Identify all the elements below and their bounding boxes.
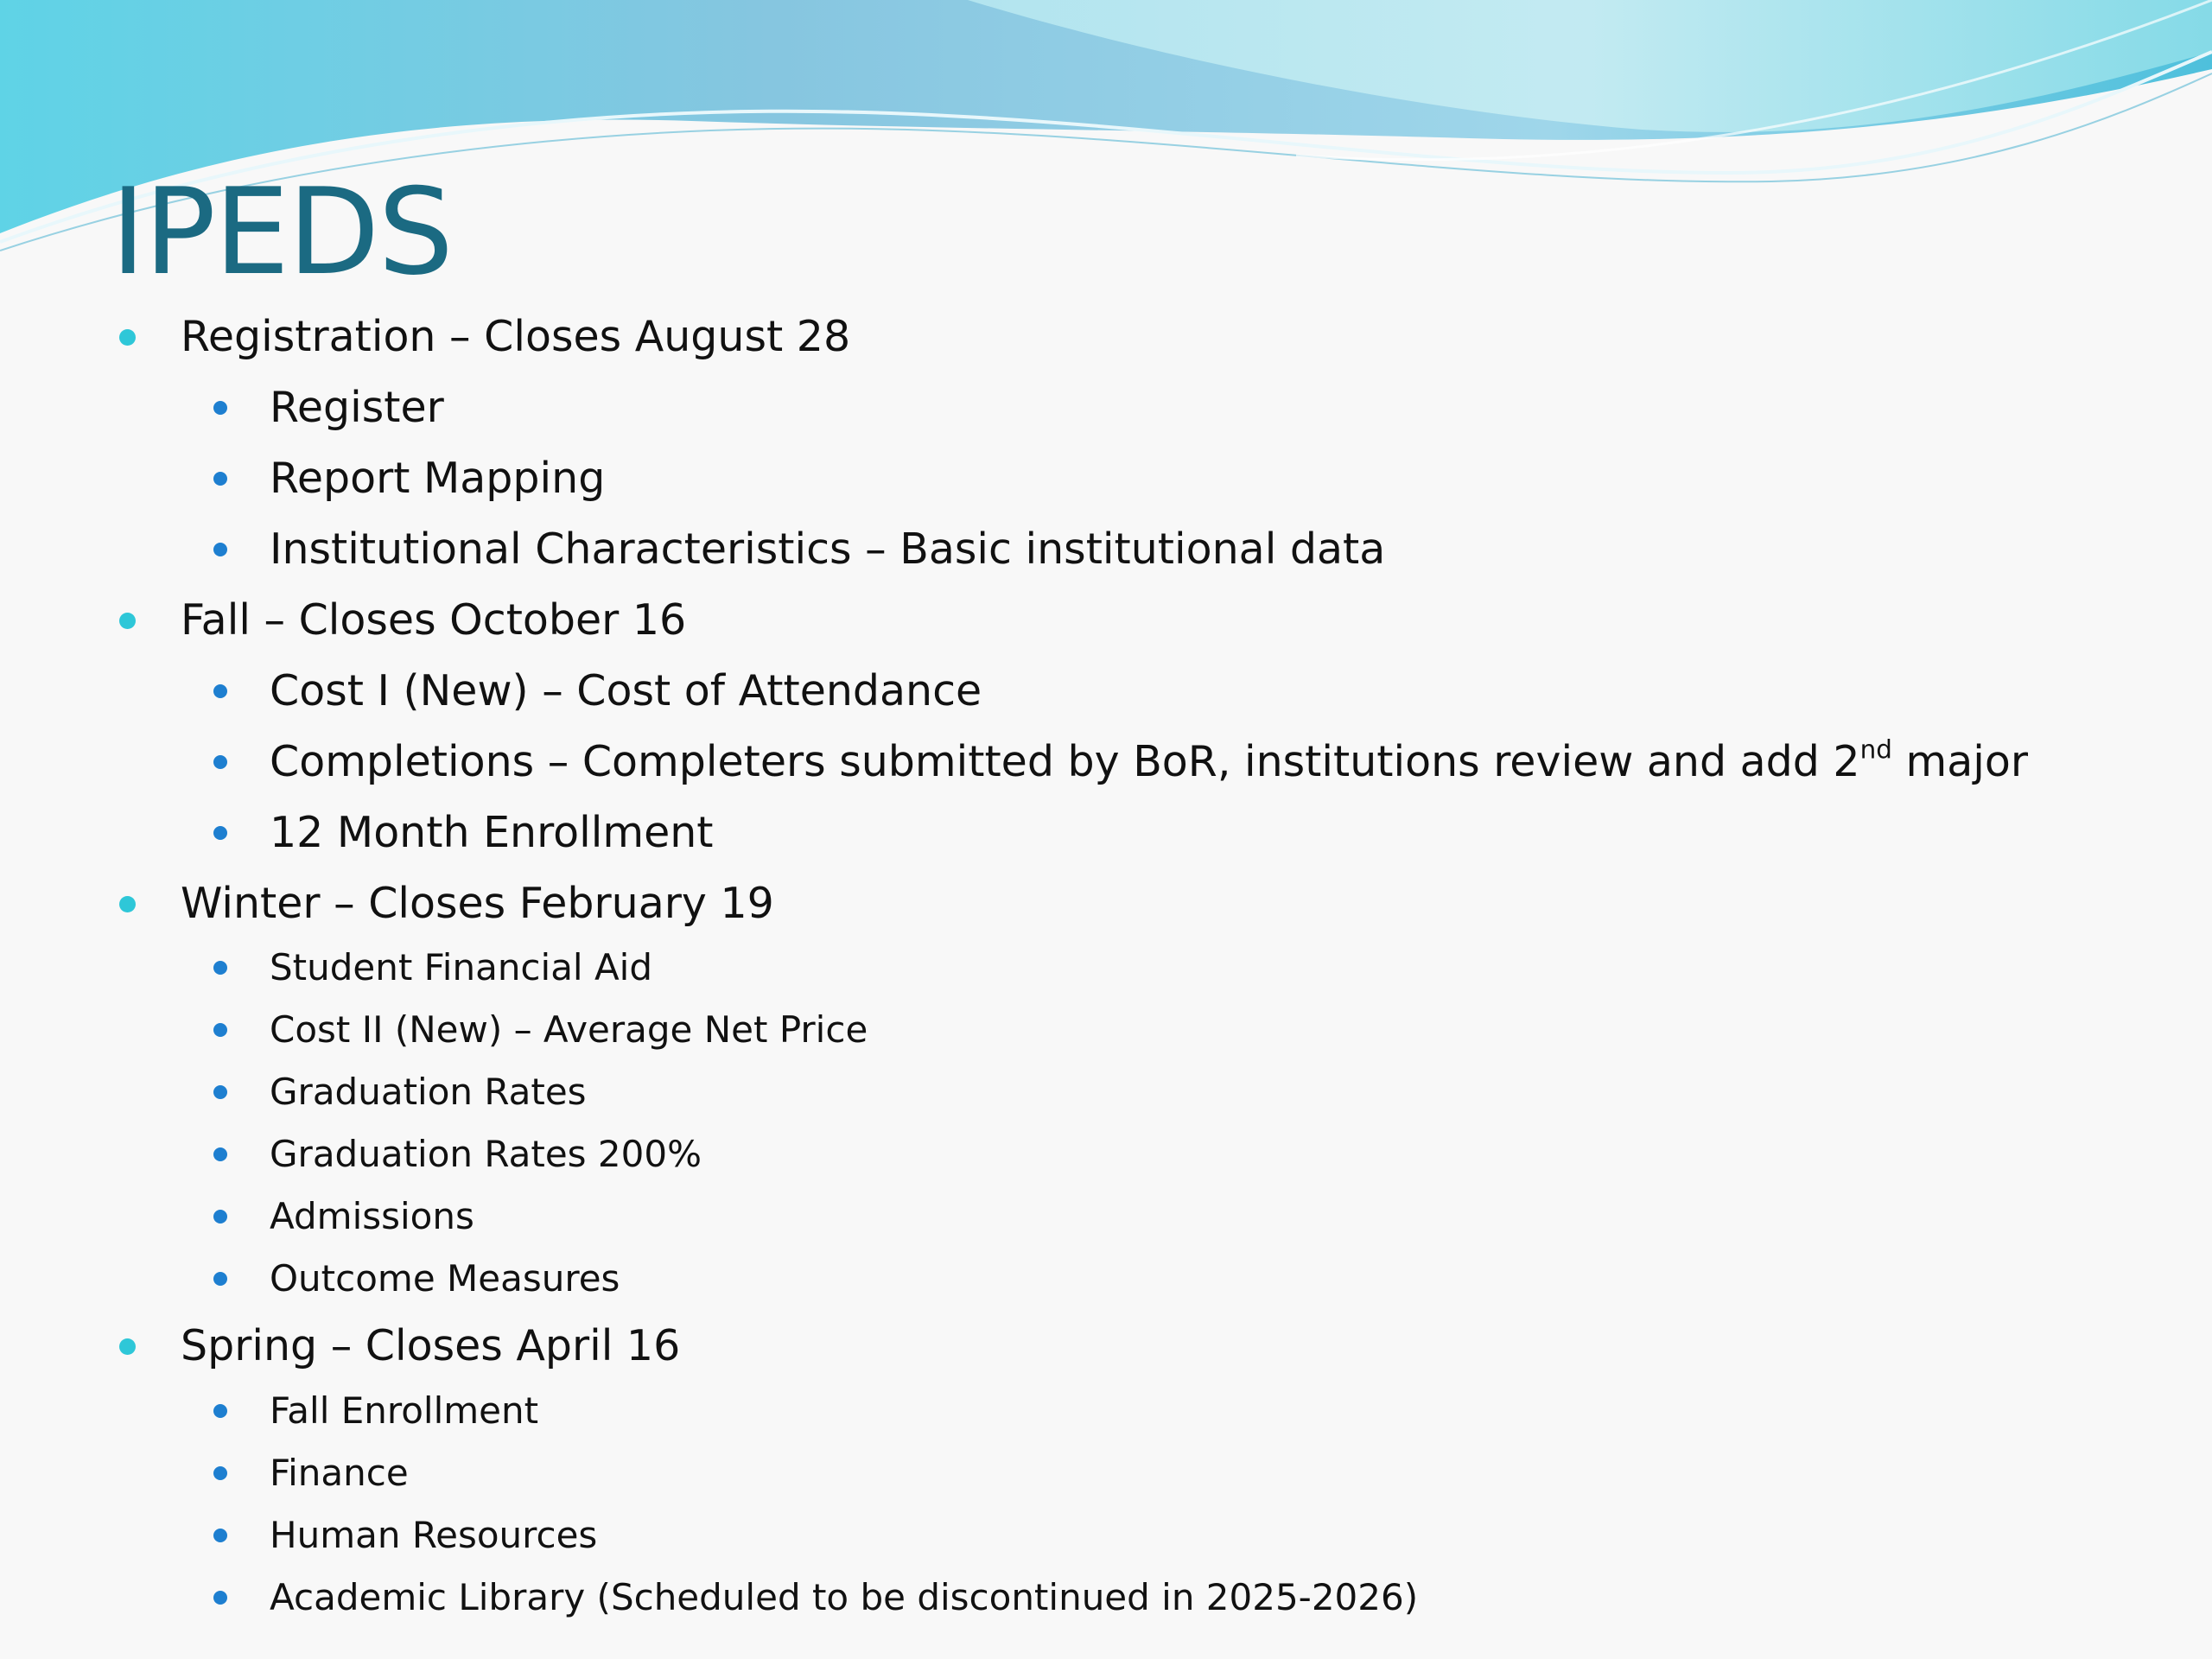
bullet-icon xyxy=(213,961,227,975)
bullet-icon xyxy=(213,684,227,698)
bullet-icon xyxy=(213,1210,227,1224)
bullet-icon xyxy=(213,401,227,415)
item-label: Cost I (New) – Cost of Attendance xyxy=(270,666,982,715)
slide-title: IPEDS xyxy=(111,162,452,302)
item-label: Admissions xyxy=(270,1195,474,1237)
item-label: Graduation Rates 200% xyxy=(270,1133,702,1175)
section-label: Winter – Closes February 19 xyxy=(181,879,774,928)
bullet-icon xyxy=(213,1147,227,1161)
bullet-icon xyxy=(119,1338,136,1355)
item-label: Outcome Measures xyxy=(270,1257,620,1300)
bullet-icon xyxy=(119,329,136,346)
item-label: 12 Month Enrollment xyxy=(270,808,714,857)
item-label: Academic Library (Scheduled to be discontinued in 2025-2026) xyxy=(270,1576,1419,1618)
bullet-icon xyxy=(213,1466,227,1480)
item-label: Graduation Rates xyxy=(270,1071,587,1113)
section-label: Fall – Closes October 16 xyxy=(181,595,687,645)
bullet-icon xyxy=(213,1404,227,1418)
item-label: Report Mapping xyxy=(270,454,606,503)
bullet-icon xyxy=(119,613,136,629)
bullet-icon xyxy=(213,1591,227,1605)
bullet-icon xyxy=(213,755,227,769)
item-label-completions xyxy=(270,732,2028,792)
bullet-icon xyxy=(213,826,227,840)
item-label: Finance xyxy=(270,1452,409,1494)
bullet-icon xyxy=(213,1272,227,1286)
item-label: Human Resources xyxy=(270,1514,598,1556)
bullet-icon xyxy=(213,1023,227,1037)
bullet-icon xyxy=(213,1529,227,1542)
bullet-icon xyxy=(213,472,227,486)
bullet-icon xyxy=(119,896,136,912)
completions-text: Completions – Completers submitted by BoR, institutions review and add 2 xyxy=(270,737,1860,786)
ordinal-suffix: nd xyxy=(1859,734,1892,765)
item-label: Cost II (New) – Average Net Price xyxy=(270,1008,868,1051)
item-label: Fall Enrollment xyxy=(270,1389,539,1432)
completions-tail: major xyxy=(1891,737,2028,786)
section-label: Registration – Closes August 28 xyxy=(181,312,851,361)
item-label: Register xyxy=(270,383,444,432)
item-label: Institutional Characteristics – Basic institutional data xyxy=(270,524,1386,574)
section-label: Spring – Closes April 16 xyxy=(181,1321,681,1370)
item-label: Student Financial Aid xyxy=(270,946,653,988)
bullet-icon xyxy=(213,1085,227,1099)
bullet-icon xyxy=(213,543,227,556)
